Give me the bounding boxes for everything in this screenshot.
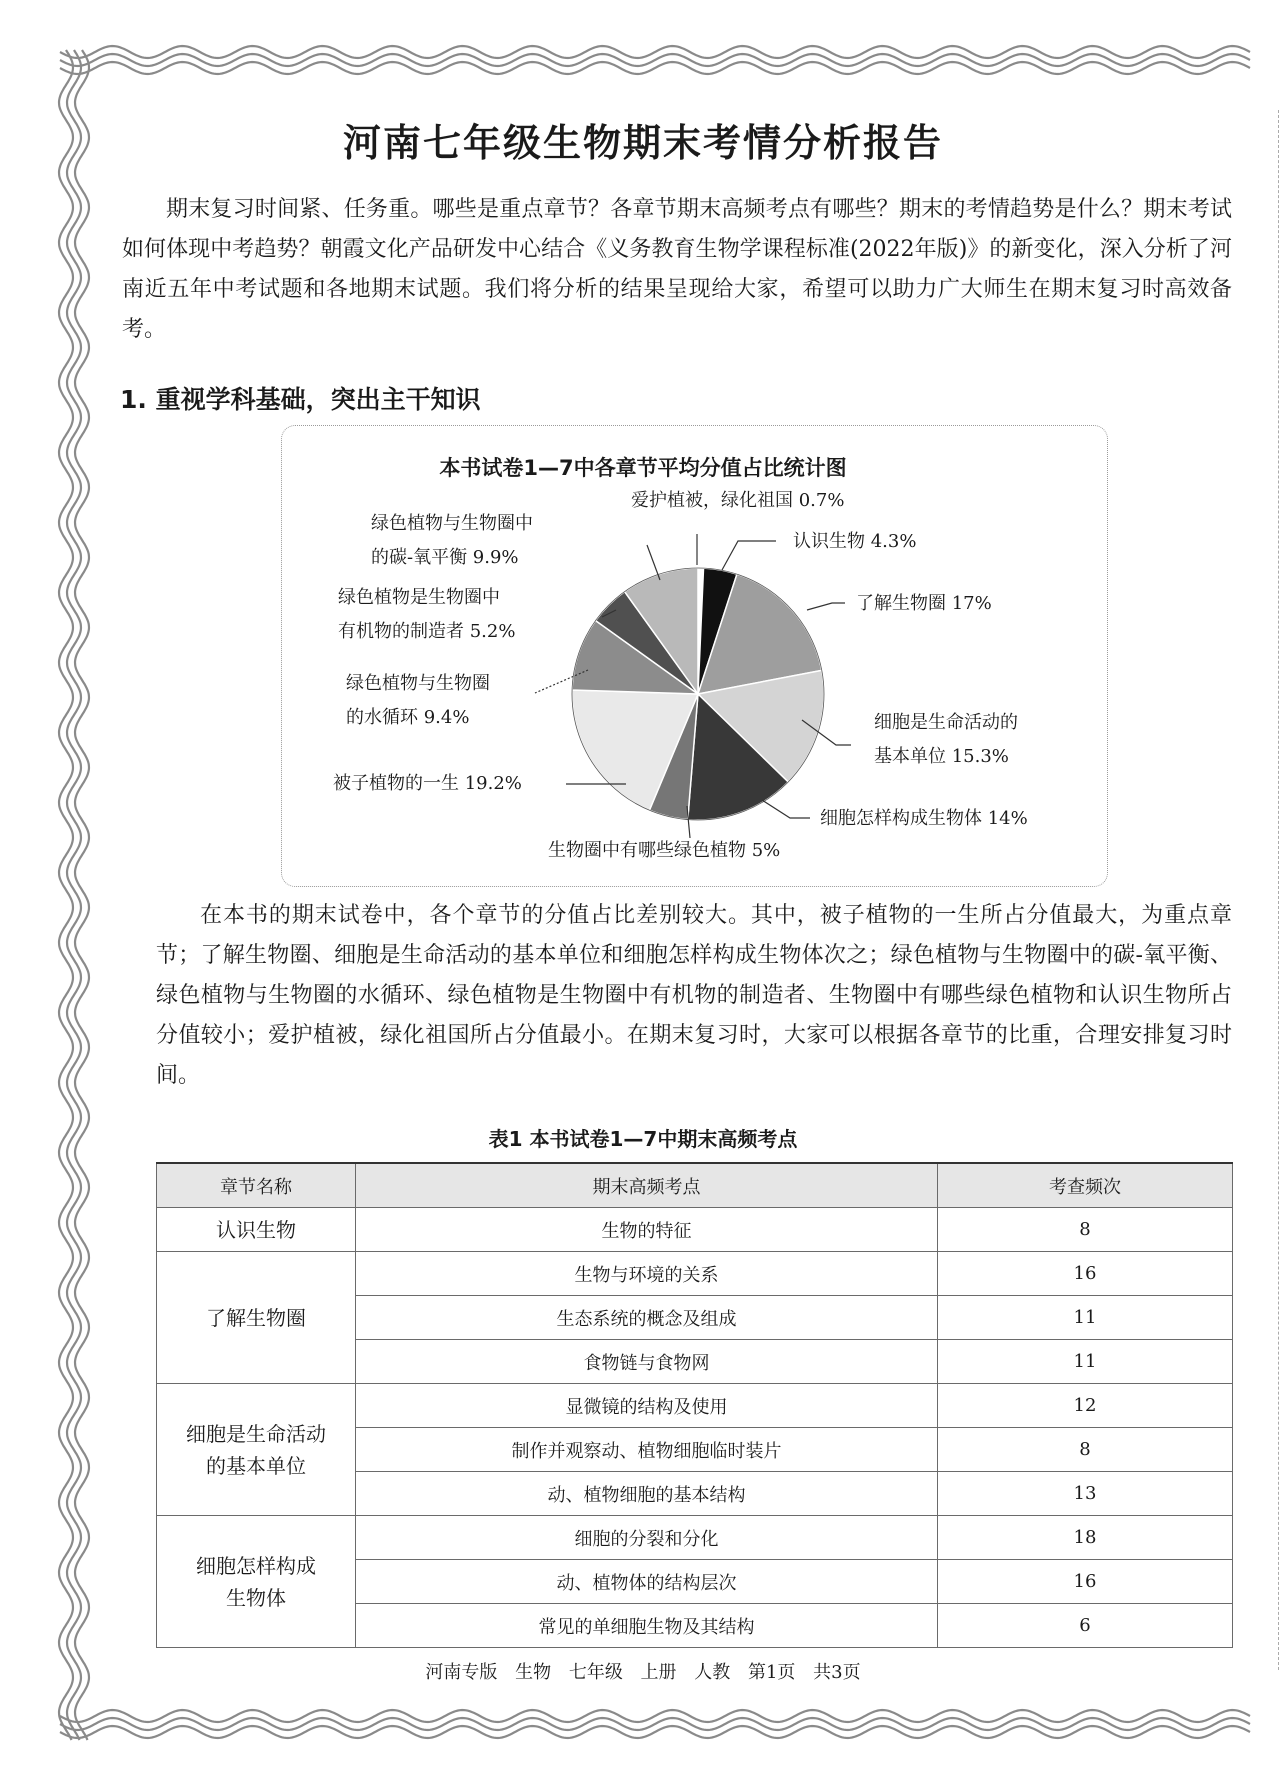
chapter-line: 生物体	[226, 1585, 286, 1610]
header-frequency: 考查频次	[938, 1163, 1233, 1208]
frequency-cell: 12	[938, 1384, 1233, 1428]
exam-point-cell: 生态系统的概念及组成	[356, 1296, 938, 1340]
frequency-cell: 8	[938, 1208, 1233, 1252]
pie-label-2: 了解生物圈 17%	[856, 593, 992, 614]
exam-point-cell: 动、植物细胞的基本结构	[356, 1472, 938, 1516]
page-footer: 河南专版 生物 七年级 上册 人教 第1页 共3页	[425, 1662, 861, 1683]
frequency-cell: 11	[938, 1340, 1233, 1384]
leader-line-1	[722, 541, 776, 570]
chapter-cell: 认识生物	[157, 1208, 356, 1252]
pie-label-5: 生物圈中有哪些绿色植物 5%	[548, 840, 781, 861]
frequency-cell: 13	[938, 1472, 1233, 1516]
exam-point-cell: 制作并观察动、植物细胞临时装片	[356, 1428, 938, 1472]
exam-point-cell: 生物与环境的关系	[356, 1252, 938, 1296]
exam-point-cell: 显微镜的结构及使用	[356, 1384, 938, 1428]
pie-label-7a: 绿色植物与生物圈	[346, 673, 490, 694]
exam-point-cell: 生物的特征	[356, 1208, 938, 1252]
pie-label-8b: 有机物的制造者 5.2%	[338, 621, 516, 642]
table-row	[157, 1384, 1233, 1428]
pie-label-0: 爱护植被，绿化祖国 0.7%	[631, 490, 845, 511]
chapter-line: 的基本单位	[206, 1453, 306, 1478]
chapter-line: 细胞怎样构成	[196, 1553, 316, 1578]
pie-label-1: 认识生物 4.3%	[793, 531, 917, 552]
leader-line-4	[762, 800, 810, 818]
frequency-cell: 18	[938, 1516, 1233, 1560]
exam-point-cell: 细胞的分裂和分化	[356, 1516, 938, 1560]
chapter-cell	[157, 1516, 356, 1648]
section-heading: 1. 重视学科基础，突出主干知识	[120, 385, 481, 414]
exam-point-cell: 常见的单细胞生物及其结构	[356, 1604, 938, 1648]
frequency-cell: 11	[938, 1296, 1233, 1340]
chart-title: 本书试卷1—7中各章节平均分值占比统计图	[439, 456, 847, 480]
pie-label-4: 细胞怎样构成生物体 14%	[820, 808, 1028, 829]
exam-point-cell: 动、植物体的结构层次	[356, 1560, 938, 1604]
header-exam-point: 期末高频考点	[356, 1163, 938, 1208]
frequency-cell: 16	[938, 1252, 1233, 1296]
table-header-row	[157, 1163, 1233, 1208]
pie-label-9a: 绿色植物与生物圈中	[371, 513, 533, 534]
chapter-cell: 了解生物圈	[157, 1252, 356, 1384]
table-row	[157, 1252, 1233, 1296]
header-chapter: 章节名称	[157, 1163, 356, 1208]
table-row	[157, 1208, 1233, 1252]
leader-line-2	[807, 603, 845, 610]
exam-point-cell: 食物链与食物网	[356, 1340, 938, 1384]
chapter-cell	[157, 1384, 356, 1516]
frequency-cell: 6	[938, 1604, 1233, 1648]
pie-label-3b: 基本单位 15.3%	[874, 746, 1009, 767]
intro-paragraph: 期末复习时间紧、任务重。哪些是重点章节？各章节期末高频考点有哪些？期末的考情趋势是什么？期末考试如何体现中考趋势？朝霞文化产品研发中心结合《义务教育生物学课程标准(2022年版)》的新变化，深入分析了河南近五年中考试题和各地期末试题。我们将分析的结果呈现给大家，希望可以助力广大师生在期末复习时高效备考。	[122, 197, 1232, 342]
frequency-cell: 16	[938, 1560, 1233, 1604]
pie-label-9b: 的碳-氧平衡 9.9%	[371, 547, 519, 568]
table-row	[157, 1516, 1233, 1560]
analysis-paragraph: 在本书的期末试卷中，各个章节的分值占比差别较大。其中，被子植物的一生所占分值最大，为重点章节；了解生物圈、细胞是生命活动的基本单位和细胞怎样构成生物体次之；绿色植物与生物圈中的碳-氧平衡、绿色植物与生物圈的水循环、绿色植物是生物圈中有机物的制造者、生物圈中有哪些绿色植物和认识生物所占分值较小；爱护植被，绿化祖国所占分值最小。在期末复习时，大家可以根据各章节的比重，合理安排复习时间。	[156, 903, 1232, 1088]
exam-points-table	[156, 1162, 1233, 1648]
table-caption: 表1 本书试卷1—7中期末高频考点	[488, 1127, 798, 1151]
pie-label-3a: 细胞是生命活动的	[874, 712, 1018, 733]
leader-line-9	[647, 545, 660, 580]
chapter-line: 细胞是生命活动	[186, 1421, 326, 1446]
pie-label-7b: 的水循环 9.4%	[346, 707, 470, 728]
page-title: 河南七年级生物期末考情分析报告	[342, 121, 943, 165]
frequency-cell: 8	[938, 1428, 1233, 1472]
pie-label-6: 被子植物的一生 19.2%	[333, 773, 522, 794]
pie-label-8a: 绿色植物是生物圈中	[338, 587, 500, 608]
